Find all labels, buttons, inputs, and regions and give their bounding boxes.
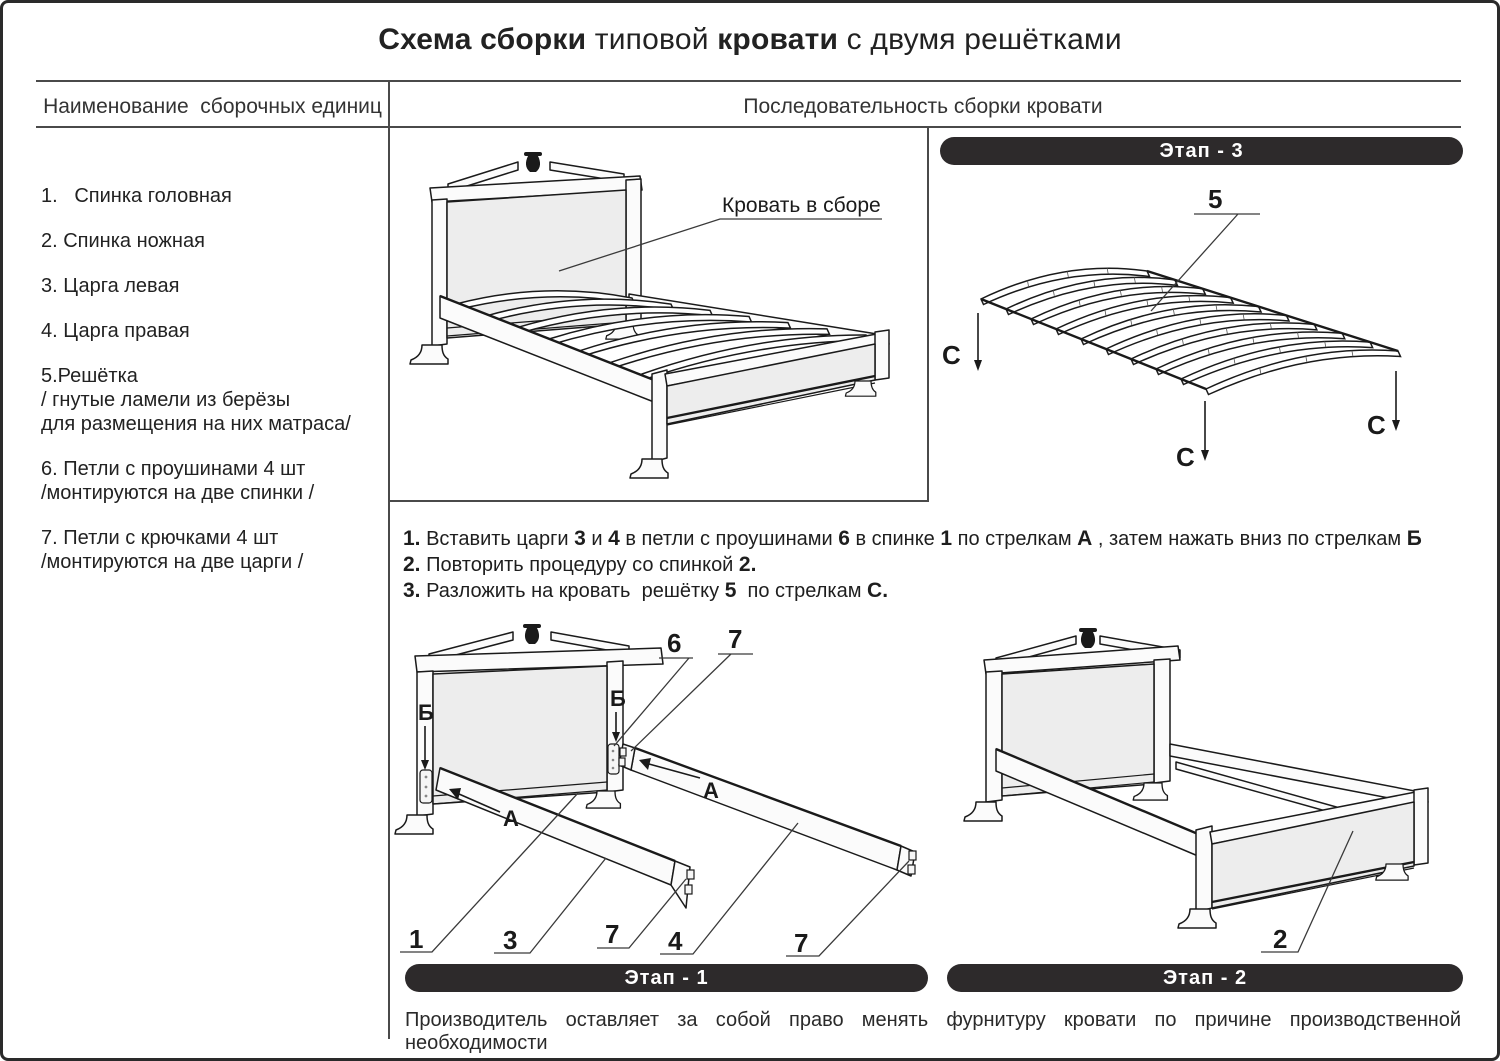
parts-list-line: 2. Спинка ножная — [41, 230, 205, 252]
parts-list — [41, 184, 381, 595]
bracket-foot-icon — [964, 802, 1002, 821]
parts-list-line: для размещения на них матраса/ — [41, 413, 351, 435]
parts-column-header: Наименование сборочных единиц — [43, 95, 382, 118]
page-title — [3, 23, 1497, 57]
parts-list-line: / гнутые ламели из берёзы — [41, 389, 291, 411]
label-b: Б — [610, 686, 626, 711]
instruction-line — [403, 578, 1465, 604]
instruction-segment: в петли с проушинами — [619, 528, 839, 550]
title-part: типовой — [586, 23, 718, 56]
label-4: 4 — [668, 926, 683, 956]
stage-2-bar — [947, 964, 1463, 992]
hook-icon — [687, 870, 694, 879]
parts-list-item — [41, 364, 381, 436]
hook-icon — [685, 885, 692, 894]
hook-icon — [909, 851, 916, 860]
assembly-instructions — [403, 526, 1465, 604]
parts-list-line: /монтируются на две спинки / — [41, 482, 315, 504]
arrow-down-icon — [1201, 450, 1209, 461]
title-part: Схема сборки — [378, 23, 587, 56]
label-7: 7 — [728, 624, 743, 654]
vase-ornament-icon — [1079, 628, 1097, 648]
vase-ornament-icon — [524, 152, 542, 172]
instruction-segment: 3. — [403, 579, 421, 602]
place-arrow-c-right — [1367, 371, 1400, 440]
instruction-segment: Разложить на кровать решётку — [420, 580, 725, 602]
instruction-segment: 1. — [403, 527, 421, 550]
bracket-foot-icon — [395, 815, 433, 834]
bracket-foot-icon — [1178, 909, 1216, 928]
instruction-segment: С. — [867, 579, 889, 602]
instruction-segment: Повторить процедуру со спинкой — [420, 554, 739, 576]
parts-list-item — [41, 229, 381, 253]
stage-3-bar — [940, 137, 1463, 165]
divider-top — [36, 80, 1461, 82]
hook-icon — [908, 865, 915, 874]
arrow-down-icon — [1392, 420, 1400, 431]
label-5: 5 — [1208, 184, 1223, 214]
leader-line — [631, 654, 753, 751]
parts-list-line: /монтируются на две царги / — [41, 551, 304, 573]
parts-list-line: 3. Царга левая — [41, 275, 180, 297]
instruction-segment: 1 — [940, 527, 953, 550]
assembled-bed-drawing — [390, 128, 927, 500]
label-b: Б — [418, 700, 434, 725]
instruction-segment: по стрелкам — [952, 528, 1078, 550]
instruction-segment: 3 — [574, 527, 586, 550]
label-6: 6 — [667, 628, 682, 658]
manufacturer-note: Производитель оставляет за собой право менять фурнитуру кровати по причине производственной необходимости — [405, 1009, 1461, 1054]
assembled-label: Кровать в сборе — [722, 194, 881, 217]
hook-icon — [619, 758, 625, 766]
instruction-line — [403, 552, 1465, 578]
instruction-segment: 2. — [403, 553, 421, 576]
instruction-segment: 4 — [608, 527, 620, 550]
parts-list-line: 7. Петли с крючками 4 шт — [41, 527, 279, 549]
label-2: 2 — [1273, 924, 1288, 954]
callout-7-top — [631, 624, 753, 751]
stage2-frame-drawing — [948, 618, 1468, 963]
callout-7b — [786, 861, 909, 958]
instruction-segment: Б — [1406, 527, 1422, 550]
parts-list-line: 5.Решётка — [41, 365, 138, 387]
stage-1-bar — [405, 964, 928, 992]
label-7: 7 — [794, 928, 809, 958]
instruction-segment: и — [585, 528, 609, 550]
bracket-foot-icon — [410, 345, 448, 364]
hinge-icon — [608, 744, 619, 774]
stage-3-label: Этап - 3 — [1159, 139, 1244, 162]
parts-list-line: 4. Царга правая — [41, 320, 190, 342]
sequence-column-header: Последовательность сборки кровати — [743, 95, 1103, 118]
title-part: с двумя решётками — [838, 23, 1122, 56]
parts-list-item — [41, 526, 381, 574]
label-1: 1 — [409, 924, 424, 954]
bracket-foot-icon — [630, 459, 668, 478]
label-c: С — [1367, 410, 1386, 440]
instruction-segment: 5 — [724, 579, 737, 602]
label-3: 3 — [503, 925, 518, 955]
instruction-line — [403, 526, 1465, 552]
parts-list-line: 6. Петли с проушинами 4 шт — [41, 458, 306, 480]
hook-icon — [620, 748, 626, 756]
label-a: А — [703, 778, 719, 803]
instruction-segment: 2. — [738, 553, 757, 576]
parts-list-item — [41, 184, 381, 208]
slat-base-drawing — [938, 168, 1463, 513]
instruction-segment: , затем нажать вниз по стрелкам — [1092, 528, 1407, 550]
label-a: А — [503, 806, 519, 831]
label-c: С — [1176, 442, 1195, 472]
place-arrow-c-left — [942, 313, 982, 371]
hinge-icon — [420, 770, 432, 803]
callout-3 — [494, 858, 606, 955]
parts-list-item — [41, 457, 381, 505]
title-part: кровати — [717, 23, 839, 56]
stage-1-label: Этап - 1 — [624, 966, 709, 989]
label-7: 7 — [605, 919, 620, 949]
callout-5 — [1151, 184, 1260, 311]
footboard — [1178, 788, 1428, 928]
instruction-segment: Вставить царги — [420, 528, 575, 550]
parts-list-line: 1. Спинка головная — [41, 185, 232, 207]
parts-list-item — [41, 319, 381, 343]
stage1-assembly-drawing — [391, 618, 936, 963]
instruction-segment: в спинке — [849, 528, 941, 550]
place-arrow-c-middle — [1176, 401, 1209, 472]
arrow-down-icon — [974, 360, 982, 371]
instruction-segment: 6 — [838, 527, 850, 550]
parts-list-item — [41, 274, 381, 298]
stage-2-label: Этап - 2 — [1162, 966, 1248, 989]
instruction-segment: А — [1077, 527, 1093, 550]
vase-ornament-icon — [523, 624, 541, 644]
instruction-segment: по стрелкам — [736, 580, 868, 602]
label-c: С — [942, 340, 961, 370]
